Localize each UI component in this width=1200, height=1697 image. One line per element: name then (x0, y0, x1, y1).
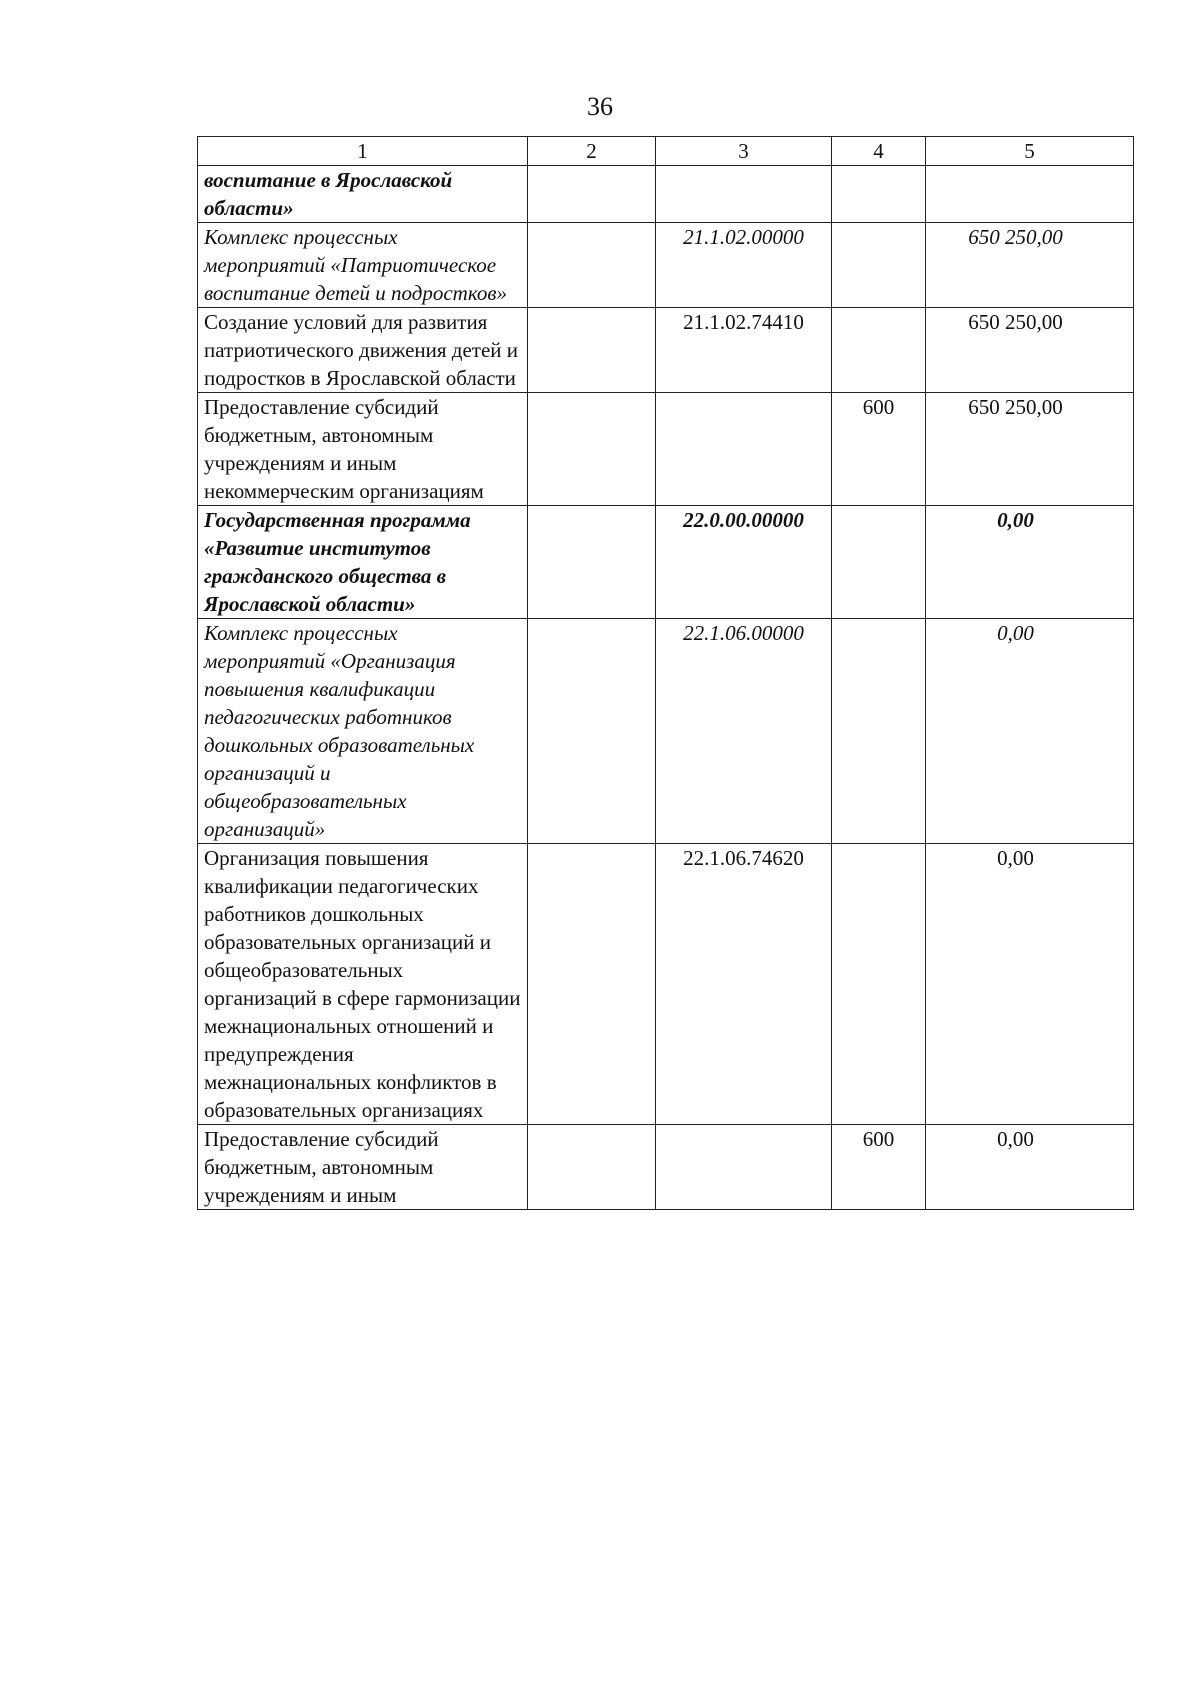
row-vr-cell (832, 506, 926, 619)
row-sum-cell: 0,00 (926, 506, 1134, 619)
row-col2-cell (528, 223, 656, 308)
row-name-cell: Предоставление субсидий бюджетным, автономным учреждениям и иным (198, 1125, 528, 1210)
row-vr-cell (832, 308, 926, 393)
table-row (198, 619, 1134, 844)
table-header (198, 137, 1134, 166)
row-vr-cell (832, 223, 926, 308)
row-sum-cell: 0,00 (926, 619, 1134, 844)
table-row (198, 223, 1134, 308)
row-vr-cell (832, 166, 926, 223)
row-code-cell (656, 393, 832, 506)
row-code-cell: 21.1.02.74410 (656, 308, 832, 393)
row-sum-cell: 0,00 (926, 1125, 1134, 1210)
row-vr-cell: 600 (832, 1125, 926, 1210)
row-col2-cell (528, 308, 656, 393)
row-name-cell: Предоставление субсидий бюджетным, автономным учреждениям и иным некоммерческим организациям (198, 393, 528, 506)
row-vr-cell (832, 619, 926, 844)
row-col2-cell (528, 166, 656, 223)
table-row (198, 844, 1134, 1125)
row-sum-cell (926, 166, 1134, 223)
row-name-cell: Комплекс процессных мероприятий «Организация повышения квалификации педагогических работников дошкольных образовательных организаций и общеобразовательных организаций» (198, 619, 528, 844)
row-name-cell: Организация повышения квалификации педагогических работников дошкольных образовательных организаций и общеобразовательных организаций в сфере гармонизации межнациональных отношений и предупреждения межнациональных конфликтов в образовательных организациях (198, 844, 528, 1125)
row-name-cell: воспитание в Ярославской области» (198, 166, 528, 223)
row-col2-cell (528, 1125, 656, 1210)
row-sum-cell: 650 250,00 (926, 308, 1134, 393)
row-col2-cell (528, 393, 656, 506)
row-code-cell: 22.1.06.74620 (656, 844, 832, 1125)
page-number: 36 (587, 92, 613, 121)
row-code-cell: 22.0.00.00000 (656, 506, 832, 619)
row-name-cell: Создание условий для развития патриотического движения детей и подростков в Ярославской области (198, 308, 528, 393)
header-col-3: 3 (656, 137, 832, 166)
table-row (198, 393, 1134, 506)
header-col-5: 5 (926, 137, 1134, 166)
table-row (198, 166, 1134, 223)
row-name-cell: Комплекс процессных мероприятий «Патриотическое воспитание детей и подростков» (198, 223, 528, 308)
row-sum-cell: 650 250,00 (926, 393, 1134, 506)
row-sum-cell: 0,00 (926, 844, 1134, 1125)
row-col2-cell (528, 844, 656, 1125)
row-code-cell: 21.1.02.00000 (656, 223, 832, 308)
row-sum-cell: 650 250,00 (926, 223, 1134, 308)
row-col2-cell (528, 506, 656, 619)
header-col-2: 2 (528, 137, 656, 166)
table-row (198, 1125, 1134, 1210)
table-row (198, 308, 1134, 393)
row-vr-cell (832, 844, 926, 1125)
row-code-cell (656, 166, 832, 223)
row-name-cell: Государственная программа «Развитие институтов гражданского общества в Ярославской области» (198, 506, 528, 619)
row-code-cell (656, 1125, 832, 1210)
budget-table (197, 136, 1134, 1210)
table-body (198, 166, 1134, 1210)
row-code-cell: 22.1.06.00000 (656, 619, 832, 844)
header-row (198, 137, 1134, 166)
header-col-1: 1 (198, 137, 528, 166)
row-col2-cell (528, 619, 656, 844)
table-row (198, 506, 1134, 619)
row-vr-cell: 600 (832, 393, 926, 506)
header-col-4: 4 (832, 137, 926, 166)
